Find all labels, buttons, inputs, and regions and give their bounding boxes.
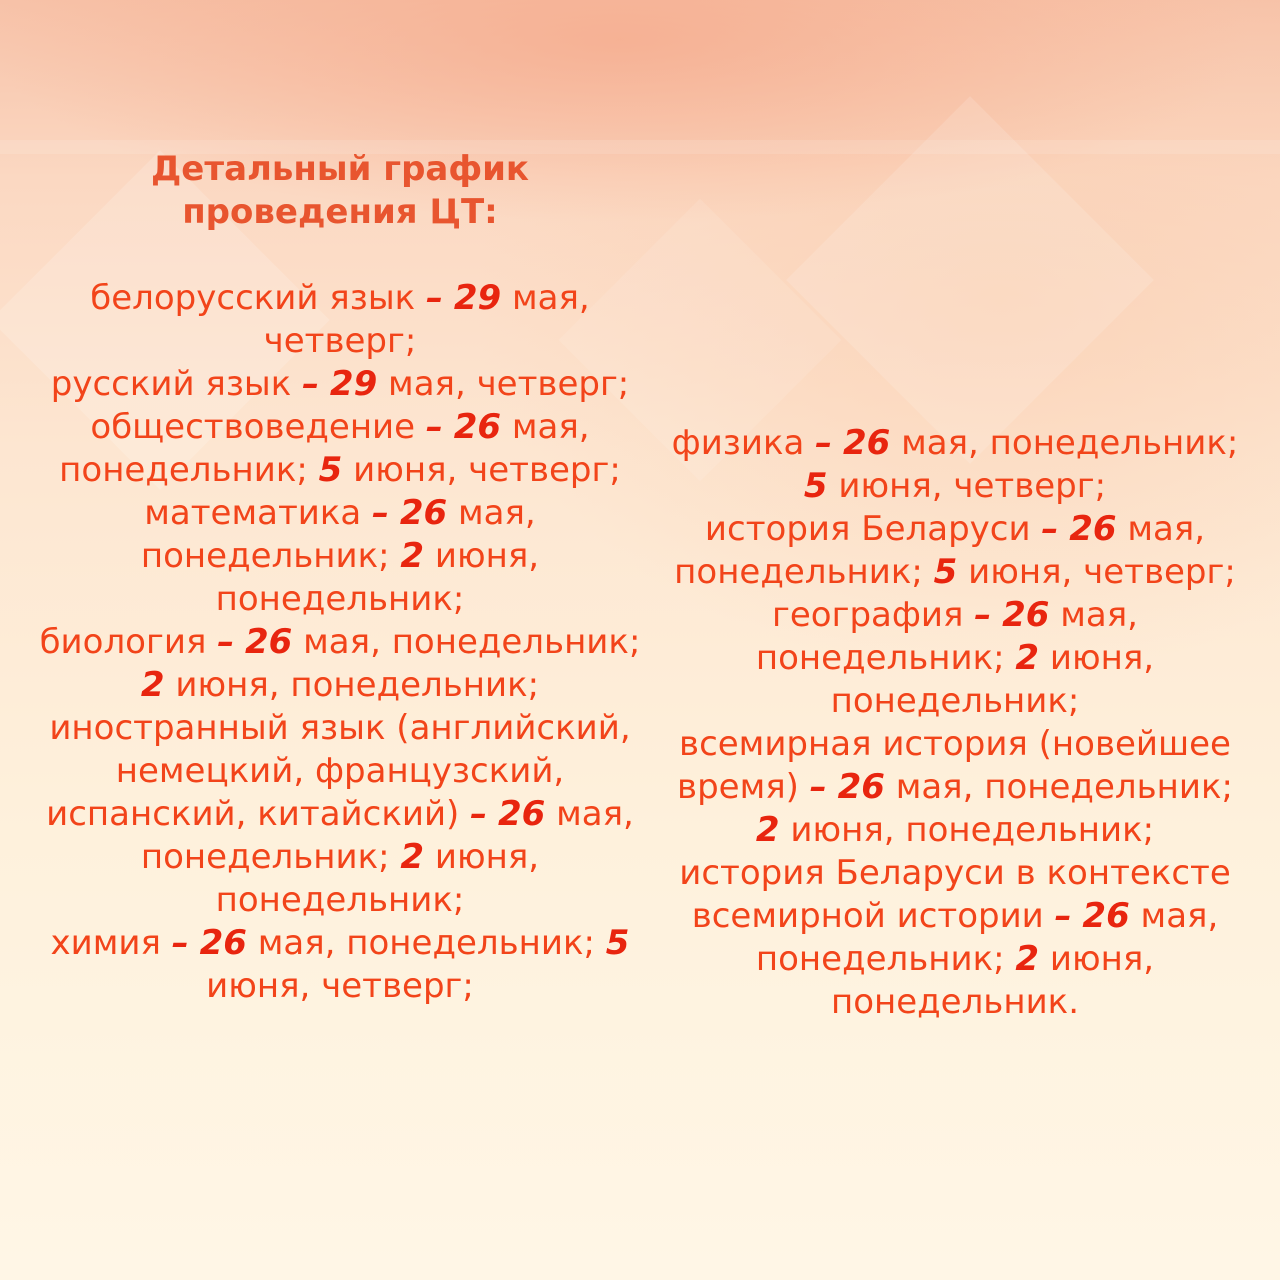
- schedule-item: [30, 492, 650, 621]
- date-number-2: 2: [400, 837, 425, 877]
- date-text-2: июня, понедельник;: [779, 810, 1155, 850]
- date-text-2: июня, понедельник;: [215, 837, 540, 920]
- date-text-2: июня, понедельник;: [215, 536, 540, 619]
- date-number-2: 5: [803, 466, 828, 506]
- date-number: 26: [1069, 509, 1117, 549]
- date-number-2: 2: [1015, 939, 1040, 979]
- schedule-item: [660, 422, 1250, 508]
- left-schedule-list: [30, 277, 650, 1008]
- date-text-2: июня, понедельник;: [164, 665, 540, 705]
- schedule-item: [660, 852, 1250, 1024]
- schedule-item: [30, 621, 650, 707]
- date-text: мая, понедельник;: [246, 923, 595, 963]
- subject-name: математика: [144, 493, 362, 533]
- subject-name: химия: [50, 923, 161, 963]
- dash-mark: –: [372, 493, 390, 533]
- date-number-2: 5: [605, 923, 630, 963]
- right-schedule-list: [660, 422, 1250, 1024]
- date-text-2: июня, четверг;: [342, 450, 621, 490]
- date-text-2: июня, четверг;: [957, 552, 1236, 592]
- date-text: мая, понедельник;: [59, 407, 590, 490]
- left-column: [30, 148, 650, 1008]
- date-text: мая, понедельник;: [674, 509, 1206, 592]
- subject-name: обществоведение: [90, 407, 416, 447]
- date-number: 26: [199, 923, 247, 963]
- dash-mark: –: [426, 278, 444, 318]
- date-text-2: июня, понедельник;: [830, 638, 1155, 721]
- background-diamond-right: [786, 96, 1154, 464]
- date-text-2: июня, четверг;: [827, 466, 1107, 506]
- title-line-1: Детальный график: [151, 149, 529, 189]
- subject-name: русский язык: [50, 364, 292, 404]
- subject-name: физика: [671, 423, 805, 463]
- dash-mark: –: [171, 923, 189, 963]
- date-text-2: июня, понедельник.: [830, 939, 1155, 1022]
- date-text: мая, понедельник;: [140, 493, 536, 576]
- subject-name: история Беларуси: [704, 509, 1031, 549]
- date-number: 29: [453, 278, 502, 318]
- date-number: 26: [399, 493, 448, 533]
- date-number: 26: [497, 794, 546, 834]
- date-number-2: 5: [933, 552, 958, 592]
- schedule-item: [30, 406, 650, 492]
- schedule-item: [660, 508, 1250, 594]
- subject-name: история Беларуси в контексте всемирной истории: [679, 853, 1231, 936]
- date-text-2: июня, четверг;: [206, 966, 474, 1006]
- subject-name: всемирная история (новейшее время): [677, 724, 1231, 807]
- date-text: мая, четверг;: [377, 364, 630, 404]
- dash-mark: –: [425, 407, 443, 447]
- schedule-item: [30, 707, 650, 922]
- schedule-item: [30, 922, 650, 1008]
- date-number: 26: [453, 407, 502, 447]
- dash-mark: –: [974, 595, 992, 635]
- date-number: 26: [1002, 595, 1050, 635]
- subject-name: иностранный язык (английский, немецкий, французский, испанский, китайский): [46, 708, 631, 834]
- date-number-2: 5: [318, 450, 343, 490]
- date-number: 29: [329, 364, 378, 404]
- title-line-2: проведения ЦТ:: [182, 192, 498, 232]
- date-number-2: 2: [140, 665, 165, 705]
- dash-mark: –: [217, 622, 235, 662]
- date-text: мая, четверг;: [263, 278, 590, 361]
- dash-mark: –: [1041, 509, 1059, 549]
- date-text: мая, понедельник;: [884, 767, 1233, 807]
- date-text: мая, понедельник;: [890, 423, 1239, 463]
- dash-mark: –: [1054, 896, 1072, 936]
- date-number: 26: [245, 622, 293, 662]
- dash-mark: –: [470, 794, 488, 834]
- subject-name: география: [772, 595, 964, 635]
- date-number: 26: [837, 767, 885, 807]
- date-number: 26: [1082, 896, 1130, 936]
- date-text: мая, понедельник;: [755, 896, 1219, 979]
- date-number-2: 2: [755, 810, 780, 850]
- page-title: [30, 148, 650, 234]
- dash-mark: –: [809, 767, 827, 807]
- date-text: мая, понедельник;: [140, 794, 634, 877]
- schedule-item: [660, 594, 1250, 723]
- date-number-2: 2: [1015, 638, 1040, 678]
- schedule-item: [30, 363, 650, 406]
- date-number-2: 2: [400, 536, 425, 576]
- date-text: мая, понедельник;: [292, 622, 641, 662]
- schedule-item: [660, 723, 1250, 852]
- dash-mark: –: [815, 423, 833, 463]
- dash-mark: –: [302, 364, 320, 404]
- subject-name: белорусский язык: [90, 278, 416, 318]
- schedule-item: [30, 277, 650, 363]
- date-text: мая, понедельник;: [755, 595, 1138, 678]
- date-number: 26: [842, 423, 891, 463]
- subject-name: биология: [39, 622, 207, 662]
